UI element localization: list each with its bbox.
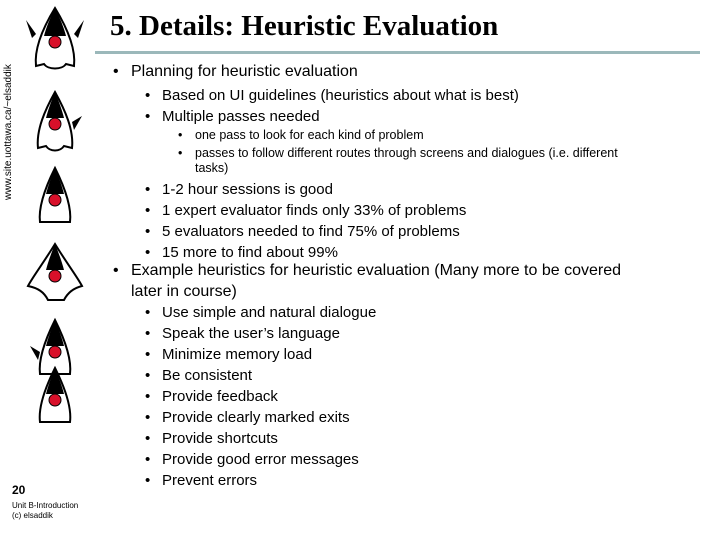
page-number: 20 xyxy=(12,483,26,497)
side-url: www.site.uottawa.ca/~elsaddik xyxy=(3,64,14,200)
slide-content: • Planning for heuristic evaluation • Based on UI guidelines (heuristics about what is best) • Multiple passes needed • one pass to look for each kind of problem • passes to follow different routes through screens and dialogues (i.e. different tasks) • 1-2 hour sessions is good • 1 expert evaluator finds only 33% of problems • 5 evaluators needed to find 75% of problems • 15 more to find about 99% • Example heuristics for heuristic evaluation (Many more to be covered later in course) • Use simple and natural dialogue • Speak the user’s language • Minimize memory load • Be consistent • Provide feedback • Provide clearly marked exits • Provide shortcuts • Provide good error messages • Prevent errors xyxy=(113,63,621,489)
footer-copyright: (c) elsaddik xyxy=(12,511,53,520)
footer-unit xyxy=(12,501,78,521)
page-title: 5. Details: Heuristic Evaluation xyxy=(110,10,499,42)
footer-unit-label: Unit B-Introduction xyxy=(12,501,79,510)
